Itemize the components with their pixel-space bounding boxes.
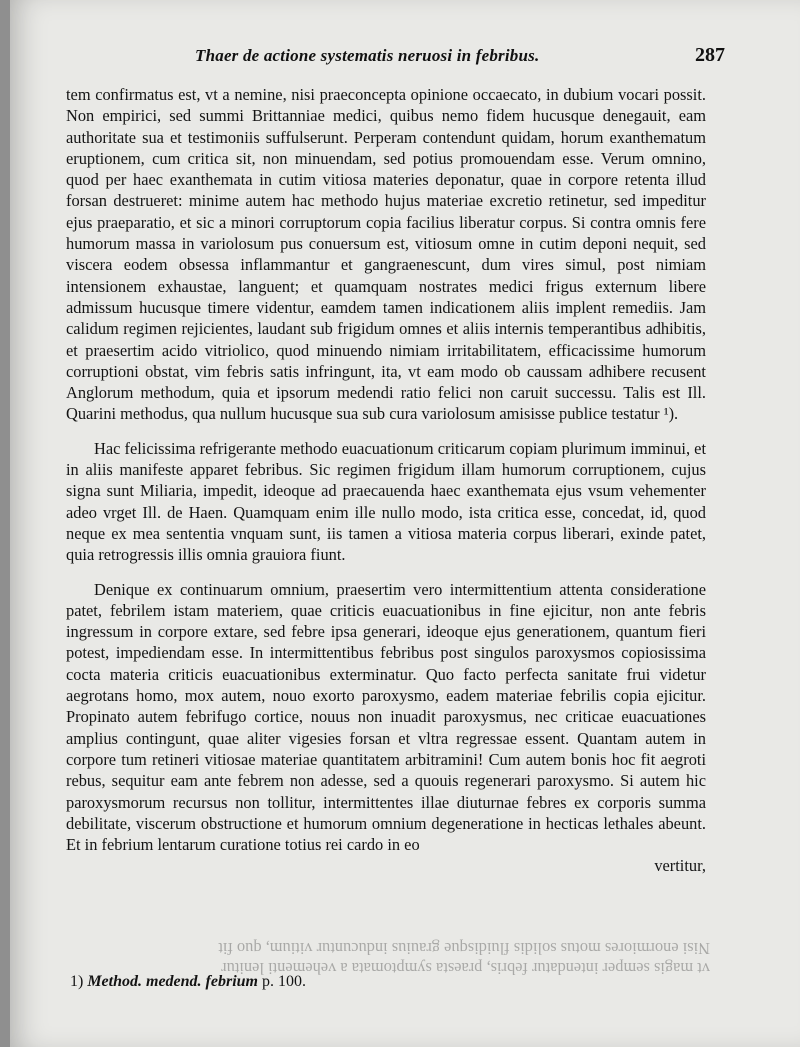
bleed-through-line-2: vt magis semper intendatur febris, praesta symptomata a vehementi lenitur (221, 959, 710, 978)
paragraph-2-text: Hac felicissima refrigerante methodo euacuationum criticarum copiam plurimum imminui, et in aliis manifeste apparet febribus. Sic regimen frigidum illam humorum corruptionem, cujus signa sunt Miliaria, impedit, ideoque ad praecauenda haec exanthemata ejus vsum vehementer adeo vrget Ill. de Haen. Quamquam enim ille nullo modo, ista critica esse, concedat, id, quod neque ex mea sententia vnquam sunt, iis tamen a vitiosa materia corpus liberari, exinde patet, quia retrogressis illis omnia grauiora fiunt. (66, 438, 706, 565)
footnote-marker: 1) (70, 973, 84, 990)
bleed-through-line-1: Nisi enormiores motus solidis fluidisque grauius inducuntur vitium, quo fit (218, 939, 710, 958)
catchword: vertitur, (654, 856, 706, 876)
page-number: 287 (695, 44, 725, 66)
paragraph-3-text: Denique ex continuarum omnium, praesertim vero intermittentium attenta consideratione patet, febrilem istam materiem, quae criticis euacuationibus in fine ejicitur, non ante febris ingressum in corpore extare, sed febre ipsa generari, ideoque ejus generationem, quantum fieri potest, impediendam esse. In intermittentibus febribus post singulos paroxysmos copiosissima cocta materia criticis euacuationibus exterminatur. Quo facto perfecta sanitate frui videtur aegrotans homo, mox autem, nouo exorto paroxysmo, eadem materiae febrilis copia ejicitur. Propinato autem febrifugo cortice, nouus non inuadit paroxysmus, nec criticae euacuationes amplius contingunt, quae aliter vigesies forsan et vltra regressae essent. Quantam autem in corpore tum retineri vitiosae materiae quantitatem arbitramini! Cum autem bonis hoc fit aegroti rebus, sequitur eam ante febrem non adesse, sed a quouis regenerari paroxysmo. Si autem hic paroxysmorum recursus non tollitur, intermittentes illae diuturnae febres ex corporis summa debilitate, viscerum obstructione et humorum omnium degeneratione in hecticas lethales abeunt. Et in febrium lentarum curatione totius rei cardo in eo (66, 579, 706, 855)
paragraph-3 (66, 579, 706, 856)
paragraph-2 (66, 438, 706, 566)
footnote (70, 973, 710, 991)
footnote-page: p. 100. (262, 973, 306, 990)
paragraph-1: tem confirmatus est, vt a nemine, nisi praeconcepta opinione occaecato, in dubium vocari possit. Non empirici, sed summi Brittanniae medici, quibus nemo fidem hucusque denegauit, eam authoritate sua et testimoniis suffulserunt. Perperam contendunt quidam, horum exanthematum eruptionem, cum critica sit, non minuendam, sed potius promouendam esse. Verum omnino, quod per haec exanthemata in cutim vitiosa materies deponatur, quae in corpore retenta illud forsan destrueret: minime autem hac methodo hujus materiae excretio retinetur, sed impeditur ejus praeparatio, et sic a minori corruptorum copia facilius liberatur corpus. Si contra omnis fere humorum massa in variolosum pus conuersum est, vitiosum omne in cutim deponi nequit, sed viscera eodem obsessa inflammantur et gangraenescunt, dum vires simul, post nimiam intensionem exhaustae, languent; et quamquam nostrates medici frigus externum libere admissum hucusque timere videntur, eamdem tamen indicationem aliis implent remediis. Jam calidum regimen rejicientes, laudant sub frigidum omnes et aliis internis temperantibus adhibitis, et praesertim acido vitriolico, quod minuendo nimiam irritabilitatem, efficacissime humorum corruptioni obstat, vim febris satis infringunt, ita, vt eam modo ob caussam adhibere recusent Anglorum methodum, quia et ipsorum medendi ratio felici non caruit successu. Talis est Ill. Quarini methodus, qua nullum hucusque sua sub cura variolosum amisisse publice testatur ¹). (66, 85, 706, 424)
body-text (66, 84, 706, 877)
book-page (10, 0, 800, 1047)
footnote-title: Method. medend. febrium (87, 973, 258, 990)
running-header (195, 44, 725, 72)
running-title: Thaer de actione systematis neruosi in febribus. (195, 46, 540, 65)
